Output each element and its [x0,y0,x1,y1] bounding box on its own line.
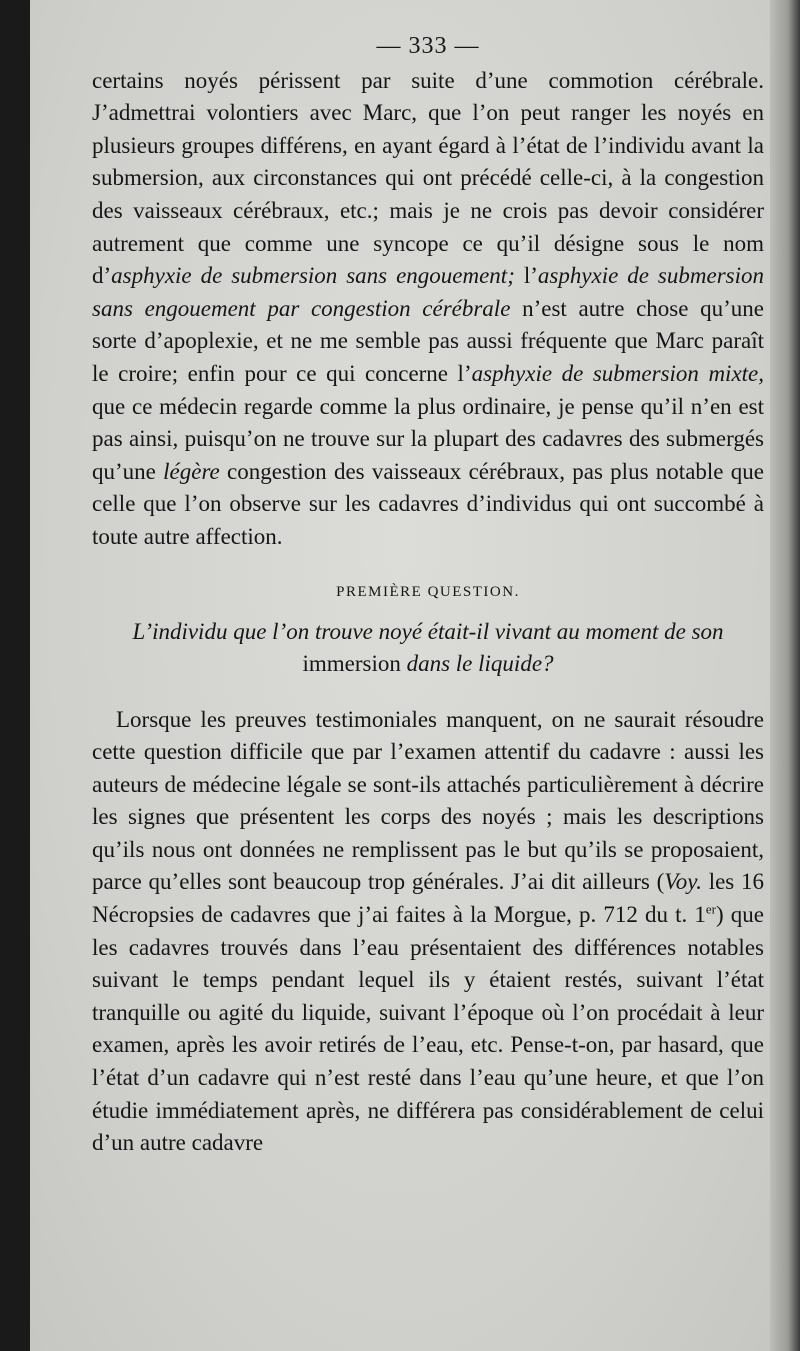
p2-text-a: Lorsque les preuves testimoniales manquent, on ne saurait résoudre cette question difficile que par l’examen attentif du cadavre : aussi les auteurs de médecine légale se sont-ils attachés particulièrement à décrire les signes que présentent les corps des noyés ; mais les descriptions qu’ils nous ont données ne remplissent pas le but qu’ils se proposaient, parce qu’elles sont beaucoup trop générales. J’ai dit ailleurs ( [92,706,764,895]
p1-text-c: l’ [514,263,538,289]
p1-italic-h: légère [163,458,220,484]
p2-superscript: er [705,901,716,917]
paragraph-2 [92,704,764,1160]
page-number: — 333 — [376,33,480,59]
page-edge-shadow [770,0,800,1351]
p1-italic-d: asphyxie de submersion sans engouement par congestion cérébrale [92,263,764,321]
section-question [92,616,764,680]
p1-text-e: n’est autre chose qu’une sorte d’apoplexie, et ne me semble pas aussi fréquente que Marc paraît le croire; enfin pour ce qui concerne l’ [92,295,764,386]
paragraph-1 [92,65,764,554]
question-italic-c: dans le liquide? [406,650,554,676]
p1-italic-b: asphyxie de submersion sans engouement; [111,263,515,289]
book-page [30,0,770,1351]
p2-text-c: les 16 Nécropsies de cadavres que j’ai faites à la Morgue, p. 712 du t. 1 [92,869,764,928]
p2-text-d: ) que les cadavres trouvés dans l’eau présentaient des différences notables suivant le temps pendant lequel ils y étaient restés, suivant l’état tranquille ou agité du liquide, suivant l’époque où l’on procédait à leur examen, après les avoir retirés de l’eau, etc. Pense-t-on, par hasard, que l’état d’un cadavre qui n’est resté dans l’eau qu’une heure, et que l’on étudie immédiatement après, ne différera pas considérablement de celui d’un autre cadavre [92,902,764,1156]
section-heading: PREMIÈRE QUESTION. [336,583,520,600]
question-italic-a: L’individu que l’on trouve noyé était-il vivant au moment de son [132,618,724,644]
p1-text-a: certains noyés périssent par suite d’une commotion cérébrale. J’admettrai volontiers avec Marc, que l’on peut ranger les noyés en plusieurs groupes différens, en ayant égard à l’état de l’individu avant la submersion, aux circonstances qui ont précédé celle-ci, à la congestion des vaisseaux cérébraux, etc.; mais je ne crois pas devoir considérer autrement que comme une syncope ce qu’il désigne sous le nom d’ [92,67,764,289]
p2-italic-b: Voy. [664,869,702,895]
page-text [92,30,764,1160]
p1-italic-f: asphyxie de submersion mixte, [471,360,764,386]
p1-text-i: congestion des vaisseaux cérébraux, pas plus notable que celle que l’on observe sur les cadavres d’individus qui ont succombé à toute autre affection. [92,458,764,549]
p1-text-g: que ce médecin regarde comme la plus ordinaire, je pense qu’il n’en est pas ainsi, puisqu’on ne trouve sur la plupart des cadavres des submergés qu’une [92,393,764,484]
question-upright-b: immersion [302,650,401,676]
